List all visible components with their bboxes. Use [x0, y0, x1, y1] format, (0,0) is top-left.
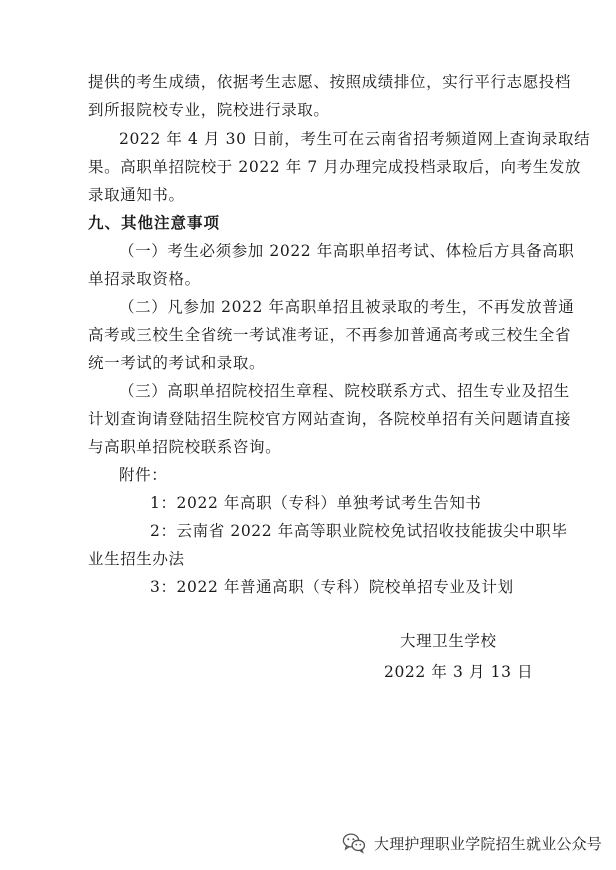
wechat-icon	[342, 832, 366, 854]
paragraph-line: 高考或三校生全省统一考试准考证，不再参加普通高考或三校生全省	[88, 326, 572, 344]
attachments-label: 附件：	[119, 466, 168, 484]
signature-org: 大理卫生学校	[400, 632, 497, 650]
paragraph-line: 到所报院校专业，院校进行录取。	[88, 101, 330, 119]
signature-date: 2022 年 3 月 13 日	[384, 663, 534, 681]
section-heading: 九、其他注意事项	[88, 214, 221, 232]
paragraph-line: 与高职单招院校联系咨询。	[88, 438, 282, 456]
attachment-item: 1：2022 年高职（专科）单独考试考生告知书	[150, 494, 482, 512]
paragraph-line: 果。高职单招院校于 2022 年 7 月办理完成投档录取后，向考生发放	[88, 158, 582, 176]
attachment-item-continued: 业生招生办法	[88, 550, 185, 568]
paragraph-line: 录取通知书。	[88, 186, 185, 204]
paragraph-line: 统一考试的考试和录取。	[88, 354, 266, 372]
paragraph-line: （一）考生必须参加 2022 年高职单招考试、体检后方具备高职	[119, 242, 575, 260]
watermark	[342, 830, 602, 856]
paragraph-line: 计划查询请登陆招生院校官方网站查询，各院校单招有关问题请直接	[88, 410, 572, 428]
paragraph-line: （三）高职单招院校招生章程、院校联系方式、招生专业及招生	[119, 382, 570, 400]
watermark-text: 大理护理职业学院招生就业公众号	[374, 834, 603, 853]
paragraph-line: 单招录取资格。	[88, 270, 201, 288]
paragraph-line: 提供的考生成绩，依据考生志愿、按照成绩排位，实行平行志愿投档	[88, 73, 572, 91]
attachment-item: 2：云南省 2022 年高等职业院校免试招收技能拔尖中职毕	[150, 522, 568, 540]
attachment-item: 3：2022 年普通高职（专科）院校单招专业及计划	[150, 578, 514, 596]
paragraph-line: （二）凡参加 2022 年高职单招且被录取的考生，不再发放普通	[119, 298, 575, 316]
paragraph-line: 2022 年 4 月 30 日前，考生可在云南省招考频道网上查询录取结	[119, 130, 591, 148]
